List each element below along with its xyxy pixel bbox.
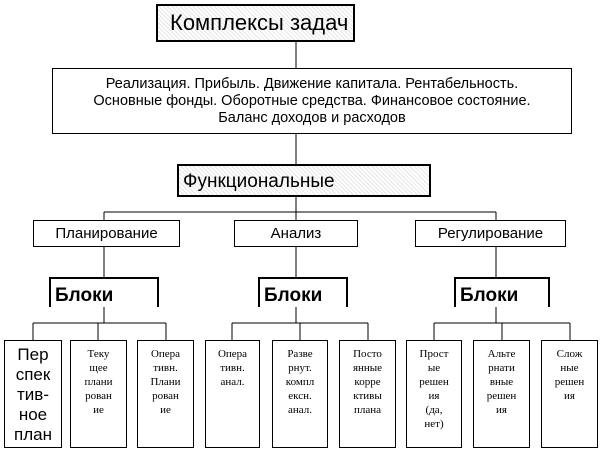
category-analysis: Анализ — [234, 220, 358, 247]
leaf-complex-analysis: Разве рнут. компл ексн. анал. — [272, 340, 328, 448]
functional-node — [177, 164, 431, 197]
block-analysis: Блоки — [258, 277, 348, 307]
leaf-alternative-decisions: Альте рнати вные решен ия — [473, 340, 530, 448]
leaf-current-planning: Теку щее плани рован ие — [70, 340, 127, 448]
category-regulation: Регулирование — [415, 220, 566, 247]
leaf-perspective-plan: Пер спек тив- ное план — [4, 340, 62, 448]
leaf-complex-decisions: Слож ные решен ия — [541, 340, 598, 448]
leaf-simple-decisions: Прост ые решен ия (да, нет) — [406, 340, 462, 448]
category-planning: Планирование — [33, 220, 180, 247]
functional-label: Функциональные — [183, 170, 335, 192]
tasks-node: Реализация. Прибыль. Движение капитала. Рентабельность. Основные фонды. Оборотные средства. Финансовое состояние. Баланс доходов и расходов — [52, 68, 572, 134]
block-planning: Блоки — [49, 277, 159, 307]
leaf-operative-analysis: Опера тивн. анал. — [205, 340, 260, 448]
leaf-plan-corrections: Посто янные корре ктивы плана — [339, 340, 396, 448]
root-node: Комплексы задач — [156, 4, 355, 42]
block-regulation: Блоки — [454, 277, 550, 307]
leaf-operative-planning: Опера тивн. Плани рован ие — [137, 340, 194, 448]
